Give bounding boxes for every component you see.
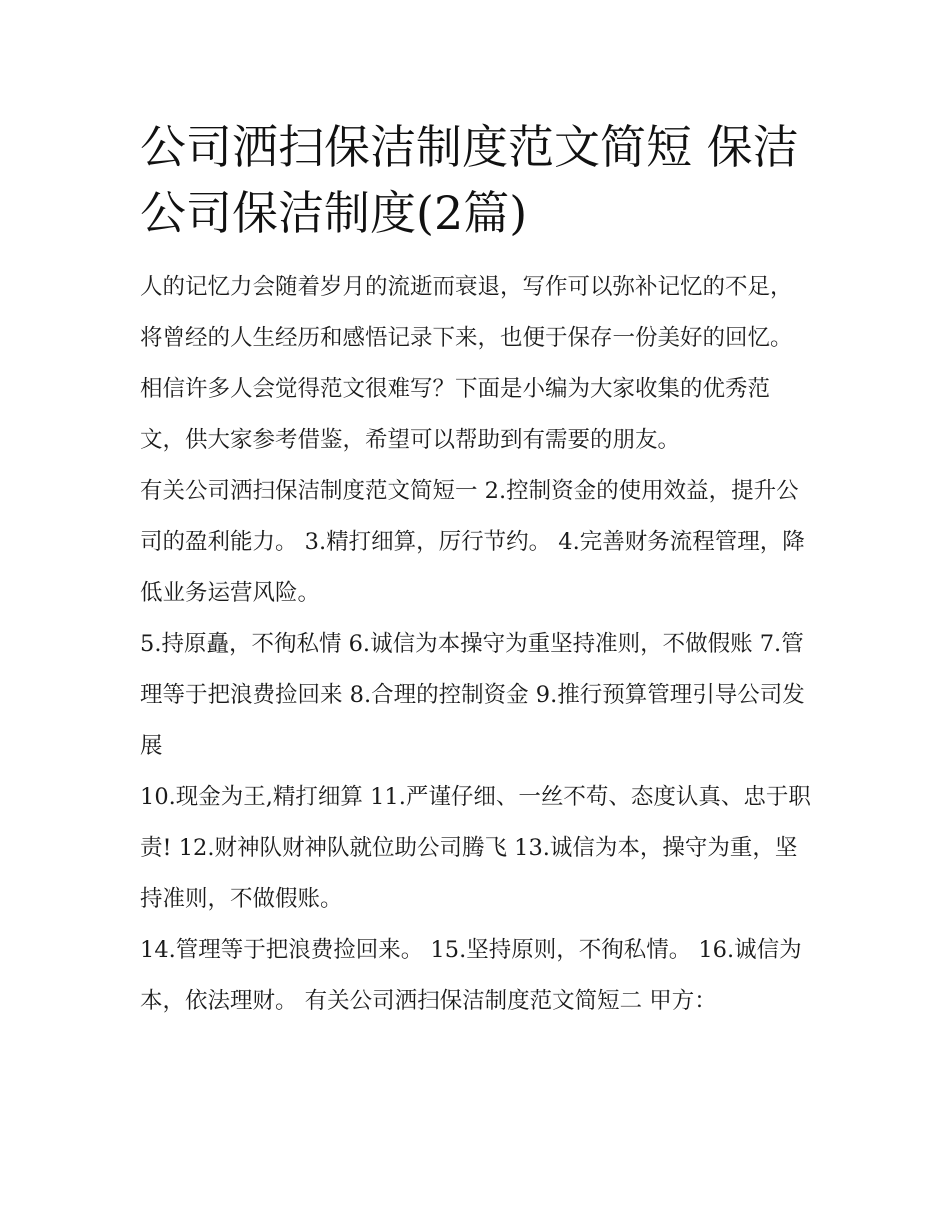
intro-paragraph: 人的记忆力会随着岁月的流逝而衰退，写作可以弥补记忆的不足，将曾经的人生经历和感悟记录下来，也便于保存一份美好的回忆。相信许多人会觉得范文很难写？下面是小编为大家收集的优秀范文，供大家参考借鉴，希望可以帮助到有需要的朋友。 — [140, 274, 793, 453]
body-paragraph: 10.现金为王,精打细算 11.严谨仔细、一丝不苟、态度认真、忠于职责! 12.财神队财神队就位助公司腾飞 13.诚信为本，操守为重，坚持准则，不做假账。 — [140, 784, 811, 912]
body-paragraph: 14.管理等于把浪费捡回来。 15.坚持原则，不徇私情。 16.诚信为本，依法理财。 有关公司洒扫保洁制度范文简短二 甲方： — [140, 937, 802, 1014]
document-title: 公司洒扫保洁制度范文简短 保洁公司保洁制度(2篇) — [140, 120, 799, 240]
body-paragraph: 有关公司洒扫保洁制度范文简短一 2.控制资金的使用效益，提升公司的盈利能力。 3.精打细算，厉行节约。 4.完善财务流程管理，降低业务运营风险。 — [140, 478, 805, 606]
body-paragraph: 5.持原矗，不徇私情 6.诚信为本操守为重坚持准则，不做假账 7.管理等于把浪费捡回来 8.合理的控制资金 9.推行预算管理引导公司发展 — [140, 631, 805, 759]
document-content — [140, 114, 812, 1027]
